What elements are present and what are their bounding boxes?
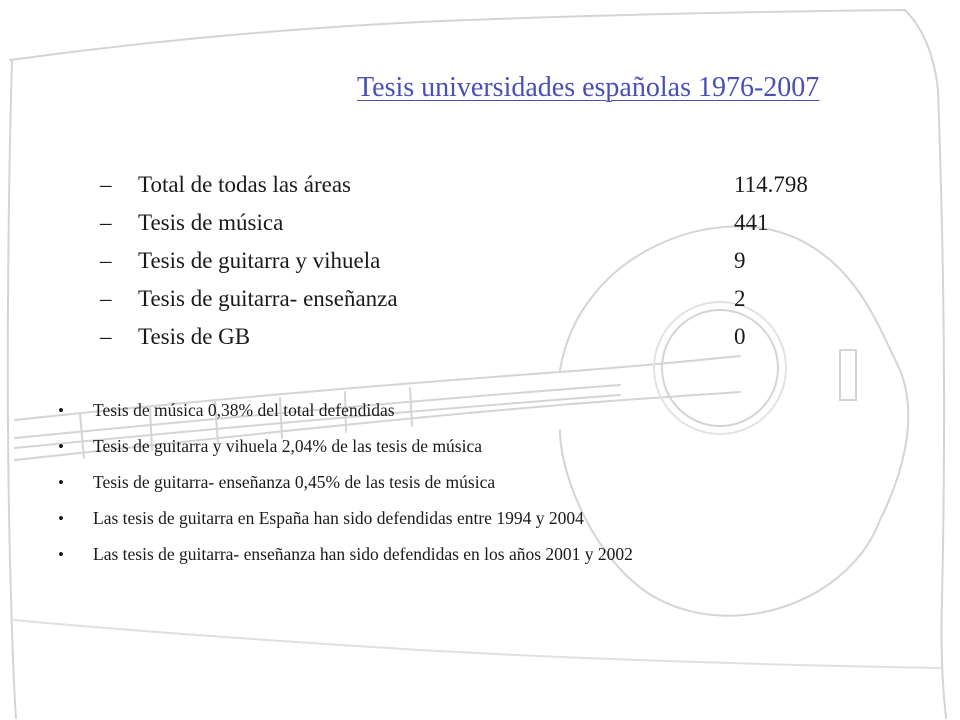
bullet-item [58, 508, 633, 544]
bullet-marker: • [58, 473, 64, 492]
bullet-list [58, 400, 633, 580]
bullet-item [58, 472, 633, 508]
stat-value: 2 [734, 286, 746, 311]
stat-value: 9 [734, 248, 746, 273]
stat-row-guitarra-vihuela [100, 248, 808, 286]
bullet-marker: • [58, 401, 64, 420]
bullet-marker: • [58, 437, 64, 456]
bullet-marker: • [58, 509, 64, 528]
dash-marker: – [100, 210, 112, 235]
bullet-text: Las tesis de guitarra- enseñanza han sido defendidas en los años 2001 y 2002 [93, 544, 633, 564]
stat-label: Tesis de guitarra y vihuela [138, 248, 381, 273]
stats-list [100, 172, 808, 362]
bullet-text: Las tesis de guitarra en España han sido defendidas entre 1994 y 2004 [93, 508, 584, 528]
bullet-text: Tesis de guitarra- enseñanza 0,45% de las tesis de música [93, 472, 496, 492]
stat-value: 114.798 [734, 172, 808, 197]
bullet-text: Tesis de música 0,38% del total defendidas [93, 400, 395, 420]
stat-label: Tesis de música [138, 210, 284, 235]
stat-label: Tesis de guitarra- enseñanza [138, 286, 398, 311]
bullet-item [58, 400, 633, 436]
bullet-marker: • [58, 545, 64, 564]
stat-row-gb [100, 324, 808, 362]
stat-label: Tesis de GB [138, 324, 251, 349]
slide-title: Tesis universidades españolas 1976-2007 [357, 72, 820, 103]
dash-marker: – [100, 172, 112, 197]
bullet-item [58, 544, 633, 580]
bullet-text: Tesis de guitarra y vihuela 2,04% de las tesis de música [93, 436, 483, 456]
stat-row-total [100, 172, 808, 210]
stat-row-musica [100, 210, 808, 248]
stat-row-guitarra-ensenanza [100, 286, 808, 324]
stat-value: 0 [734, 324, 746, 349]
dash-marker: – [100, 324, 112, 349]
bullet-item [58, 436, 633, 472]
stat-value: 441 [734, 210, 769, 235]
dash-marker: – [100, 248, 112, 273]
stat-label: Total de todas las áreas [138, 172, 351, 197]
dash-marker: – [100, 286, 112, 311]
